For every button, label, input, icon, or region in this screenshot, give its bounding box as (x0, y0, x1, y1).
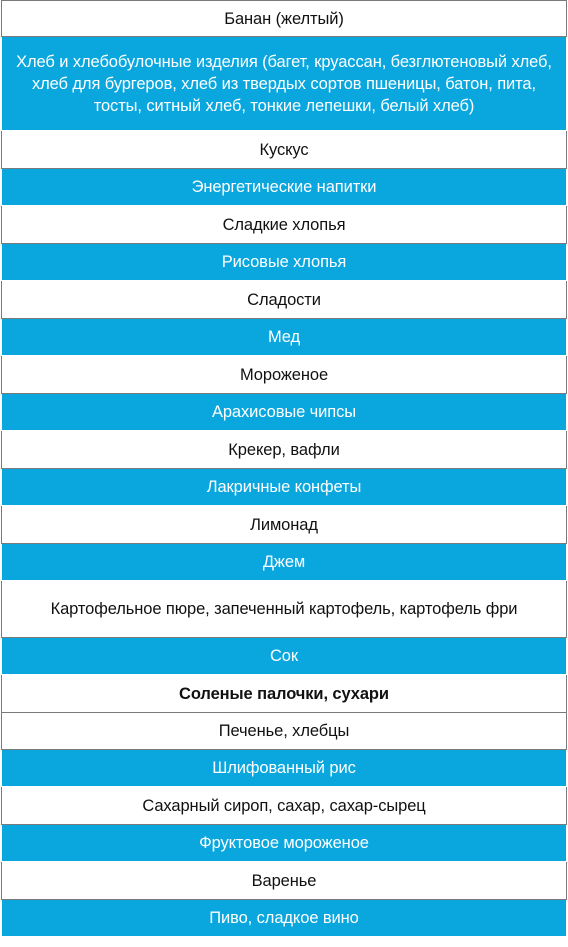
table-row: Картофельное пюре, запеченный картофель, картофель фри (1, 581, 567, 638)
table-row: Сок (1, 638, 567, 675)
table-row: Мед (1, 319, 567, 356)
table-row: Кускус (1, 131, 567, 169)
table-row: Лимонад (1, 506, 567, 544)
table-row: Рисовые хлопья (1, 244, 567, 281)
table-row: Пиво, сладкое вино (1, 900, 567, 937)
table-row: Крекер, вафли (1, 431, 567, 469)
table-row: Сладкие хлопья (1, 206, 567, 244)
table-row: Соленые палочки, сухари (1, 675, 567, 713)
food-table (1, 0, 567, 937)
table-row: Шлифованный рис (1, 750, 567, 787)
table-row: Фруктовое мороженое (1, 825, 567, 862)
table-row: Арахисовые чипсы (1, 394, 567, 431)
table-row: Мороженое (1, 356, 567, 394)
table-row: Сахарный сироп, сахар, сахар-сырец (1, 787, 567, 825)
table-row: Печенье, хлебцы (1, 713, 567, 750)
table-row: Сладости (1, 281, 567, 319)
table-row: Лакричные конфеты (1, 469, 567, 506)
table-row: Энергетические напитки (1, 169, 567, 206)
table-row: Варенье (1, 862, 567, 900)
table-row: Джем (1, 544, 567, 581)
table-row: Банан (желтый) (1, 1, 567, 37)
table-row: Хлеб и хлебобулочные изделия (багет, круассан, безглютеновый хлеб, хлеб для бургеров, хлеб из твердых сортов пшеницы, батон, пита, тосты, ситный хлеб, тонкие лепешки, белый хлеб) (1, 37, 567, 131)
